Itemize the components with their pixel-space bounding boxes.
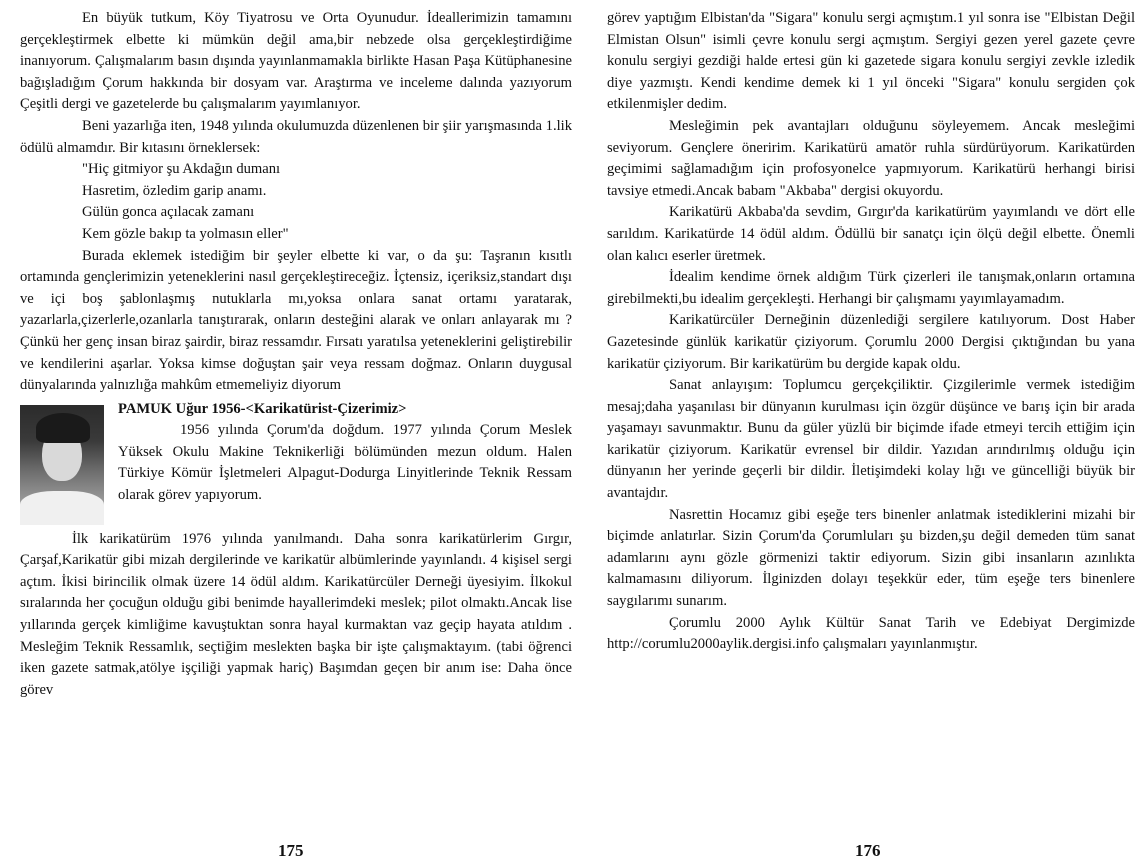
poem-line: Hasretim, özledim garip anamı. [82,182,267,199]
paragraph: En büyük tutkum, Köy Tiyatrosu ve Orta Oyunudur. İdeallerimizin tamamını gerçekleştirmek elbette ki mümkün değil ama,bir nebzede olsa gerçekleştirdiğime inanıyorum. Çalışmalarım basın dışında yayınlanmamakla birlikte Hasan Paşa Kütüphanesine bağışladığım Çorum hakkında bir dosyam var. Araştırma ve inceleme dalında yazıyorum Çeşitli dergi ve gazetelerde bu çalışmalarım yayımlanıyor. [20,10,572,113]
paragraph: Nasrettin Hocamız gibi eşeğe ters binenler anlatmak istediklerini mizahi bir biçimde anlatırlar. Sizin Çorum'da Çorumluları şu bizden,şu değil demeden tüm sanat adamlarını aynı gözle görmenizi taktir ediyorum. Sizin gibi insanların azınlıkta kalmamasını diliyorum. İlginizden dolayı teşekkür eder, tüm eşeğe ters binenlere saygılarımı sunarım. [607,506,1135,610]
poem-stanza [82,159,572,245]
bio-heading: PAMUK Uğur 1956-<Karikatürist-Çizerimiz> [118,400,407,417]
bio-intro: 1956 yılında Çorum'da doğdum. 1977 yılında Çorum Meslek Yüksek Okulu Makine Teknikerliği bölümünden mezun oldum. Halen Türkiye Kömür İşletmeleri Alpagut-Dodurga Linyitlerinde Teknik Ressam olarak görev yapıyorum. [118,422,572,504]
page-number: 175 [278,841,304,861]
left-page [20,8,572,868]
paragraph: Mesleğimin pek avantajları olduğunu söyleyemem. Ancak mesleğimi seviyorum. Gençlere öneririm. Karikatürü amatör ruhla sürdürüyorum. Karikatürden geçimimi sağlamadığım için profosyonelce yapmıyorum. Karikatürü herhangi birisi tavsiye etmedi.Ancak babam "Akbaba" dergisi okuyordu. [607,117,1135,199]
paragraph: İdealim kendime örnek aldığım Türk çizerleri ile tanışmak,onların ortamına girebilmekti,bu idealim gerçekleşti. Herhangi bir çalışmamı yayımlayamadım. [607,269,1135,307]
paragraph: Çorumlu 2000 Aylık Kültür Sanat Tarih ve Edebiyat Dergimizde http://corumlu2000aylik.dergisi.info çalışmaları yayınlanmıştır. [607,614,1135,653]
right-page [607,8,1135,868]
poem-line: "Hiç gitmiyor şu Akdağın dumanı [82,161,281,178]
page-number: 176 [855,841,881,861]
portrait-photo [20,405,104,525]
poem-line: Gülün gonca açılacak zamanı [82,204,255,221]
paragraph: Burada eklemek istediğim bir şeyler elbette ki var, o da şu: Taşranın kısıtlı ortamında gençlerimizin yeteneklerini nasıl gerçekleştireceğiz. İçtensiz, içeriksiz,standart dışı ve içi boş şablonlaşmış nutuklarla mı,yoksa onlara sanat ortamı yaratarak, yazarlarla,çizerlerle,ozanlarla tanıştırarak, onların desteğini alarak ve onları anlayarak mı ? Çünkü her genç insan biraz şairdir, biraz ressamdır. Fırsatı yaratılsa yeteneklerini geliştirebilir ve kendilerini aşarlar. Yoksa kimse doğuştan şair veya ressam doğmaz. Onların duygusal dünyalarında yalnızlığa mahkûm etmemeliyiz diyorum [20,247,572,394]
poem-line: Kem gözle bakıp ta yolmasın eller" [82,225,289,242]
biography-block [20,399,572,702]
paragraph: Karikatürcüler Derneğinin düzenlediği sergilere katılıyorum. Dost Haber Gazetesinde günlük karikatür çiziyorum. Çorumlu 2000 Dergisi çıktığından bu yana karikatür çiziyorum. Bir karikatürüm bu dergide kapak oldu. [607,312,1135,372]
paragraph: Beni yazarlığa iten, 1948 yılında okulumuzda düzenlenen bir şiir yarışmasında 1.lik ödülü almamdır. Bir kıtasını örneklersek: [20,117,572,156]
bio-body: İlk karikatürüm 1976 yılında yanılmandı. Daha sonra karikatürlerim Gırgır, Çarşaf,Karikatür gibi mizah dergilerinde ve karikatür albümlerinde yayınlandı. 4 kişisel sergi açtım. İkisi birincilik olmak üzere 14 ödül aldım. Karikatürcüler Derneği üyesiyim. İlkokul sıralarında her çocuğun olduğu gibi benimde hayallerimdeki meslek; pilot olmaktı.Ancak lise yıllarında gerçek kimliğime kavuştuktan sonra hayal kurmaktan vaz geçip hayata atıldım . Mesleğim Teknik Ressamlık, seçtiğim meslekten başka bir işte çalışmaktayım. (tabi öğrenci iken gazete satmak,atölye işçiliği yapmak hariç) Başımdan geçen bir anım ise: Daha önce görev [20,530,572,698]
paragraph: Karikatürü Akbaba'da sevdim, Gırgır'da karikatürüm yayımlandı ve dört elle sarıldım. Karikatürde 14 ödül aldım. Ödüllü bir sanatçı için ölçü değil elbette. Önemli olan kalıcı eserler üretmek. [607,204,1135,264]
paragraph: görev yaptığım Elbistan'da "Sigara" konulu sergi açmıştım.1 yıl sonra ise "Elbistan Değil Elmistan Olsun" isimli çevre konulu sergi açmıştım. Sergiyi gezen yerel gazete çevre konulu sergiyi gezdiği halde ertesi gün ki gazetede sigara konulu sergiyi zevkle izledik diye yazmıştı. Kendi kendime demek ki 1 yıl önceki "Sigara" konulu sergiden çok etkilenmişler dedim. [607,10,1135,113]
paragraph: Sanat anlayışım: Toplumcu gerçekçiliktir. Çizgilerimle vermek istediğim mesaj;daha yaşanılası bir dünyanın kurulması için özgür düşünce ve barış için bir arada yaşamayı savunmaktır. Bunu da güler yüzlü bir biçimde ifade etmeyi tercih ettiğim için karikatür çiziyorum. Karikatür evrensel bir dildir. Yazıdan arındırılmış olduğu için dünyanın her yerinde geçerli bir dildir. İletişimdeki kolay lığı ve güncelliği büyük bir avantajdır. [607,377,1135,502]
